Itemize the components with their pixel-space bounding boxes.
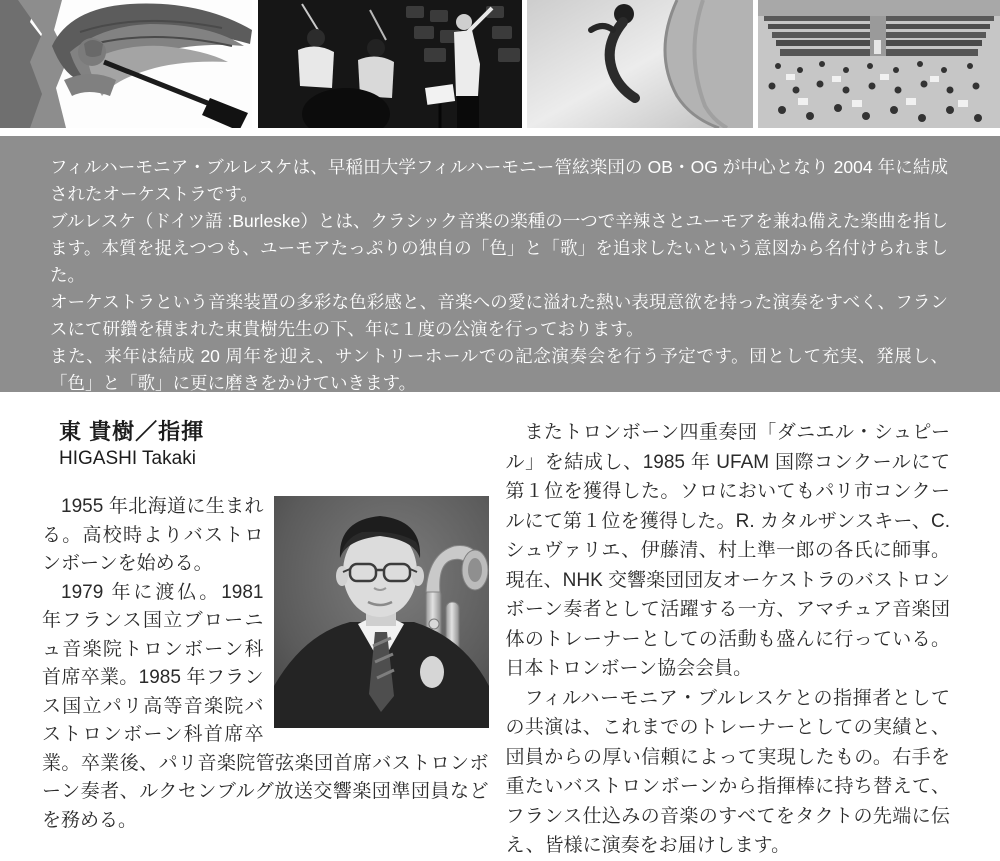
intro-paragraph-2: ブルレスケ（ドイツ語 :Burleske）とは、クラシック音楽の楽種の一つで辛辣さとユーモアを兼ね備えた楽曲を指します。本質を捉えつつも、ユーモアたっぷりの独自の「色」と「歌」を追求したいという意図から名付けられました。	[50, 211, 948, 285]
conductor-name-japanese: 東 貴樹／指揮	[59, 419, 205, 444]
profile-left-column	[42, 418, 489, 861]
orchestra-hall-photo-icon	[758, 0, 1000, 128]
intro-paragraph-1: フィルハーモニア・ブルレスケは、早稲田大学フィルハーモニー管絃楽団の OB・OG が中心となり 2004 年に結成されたオーケストラです。	[50, 157, 948, 204]
bio-paragraph-2: 1979 年に渡仏。1981 年フランス国立ブローニュ音楽院トロンボーン科首席卒業。1985 年フランス国立パリ高等音楽院バストロンボーン科首席卒業。卒業後、パリ音楽院管弦楽団首席バストロンボーン奏者、ルクセンブルグ放送交響楽団準団員などを務める。	[42, 581, 489, 831]
bio-paragraph-3: またトロンボーン四重奏団「ダニエル・シュピール」を結成し、1985 年 UFAM 国際コンクールにて第１位を獲得した。ソロにおいてもパリ市コンクールにて第１位を獲得した。R. カタルザンスキー、C. シュヴァリエ、伊藤清、村上準一郎の各氏に師事。現在、NHK 交響楽団団友オーケストラのバストロンボーン奏者として活躍する一方、アマチュア音楽団体のトレーナーとしての活動も盛んに行っている。日本トロンボーン協会会員。	[505, 422, 950, 679]
orchestra-intro-panel	[0, 136, 1000, 392]
conductor-profile-section	[0, 418, 1000, 861]
violin-f-hole-photo-icon	[527, 0, 753, 128]
conductor-portrait-photo	[274, 496, 489, 728]
conductor-bio-left	[42, 493, 489, 835]
conductor-name-romanized: HIGASHI Takaki	[59, 448, 196, 469]
angel-statue-trumpet-photo-icon	[0, 0, 252, 128]
orchestra-rehearsal-photo-icon	[258, 0, 522, 128]
bio-paragraph-4: フィルハーモニア・ブルレスケとの指揮者としての共演は、これまでのトレーナーとしての実績と、団員からの厚い信頼によって実現したもの。右手を重たいバストロンボーンから指揮棒に持ち替えて、フランス仕込みの音楽のすべてをタクトの先端に伝え、皆様に演奏をお届けします。	[505, 687, 950, 856]
intro-paragraph-4: また、来年は結成 20 周年を迎え、サントリーホールでの記念演奏会を行う予定です。団として充実、発展し、「色」と「歌」に更に磨きをかけていきます。	[50, 346, 948, 393]
intro-paragraph-3: オーケストラという音楽装置の多彩な色彩感と、音楽への愛に溢れた熱い表現意欲を持った演奏をすべく、フランスにて研鑽を積まれた東貴樹先生の下、年に１度の公演を行っております。	[50, 292, 948, 339]
bio-paragraph-1: 1955 年北海道に生まれる。高校時よりバストロンボーンを始める。	[42, 496, 264, 574]
photo-banner	[0, 0, 1000, 128]
conductor-name-block	[59, 418, 489, 471]
profile-right-column	[506, 418, 951, 861]
